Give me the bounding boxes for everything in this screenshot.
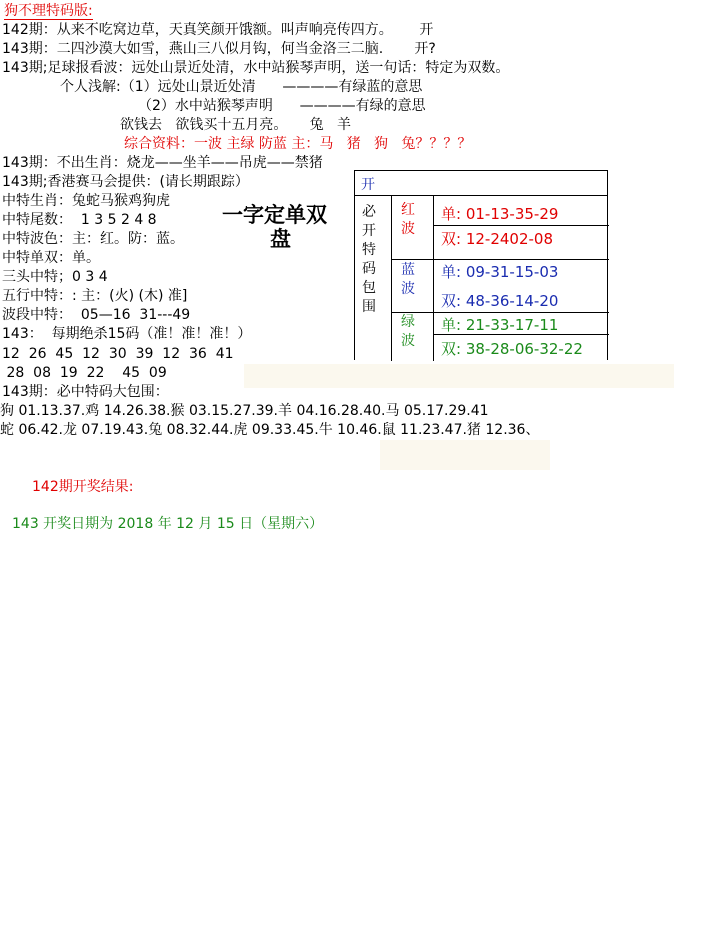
bundle-table	[354, 170, 608, 360]
vertical-char: 包	[362, 280, 376, 296]
kill-15-title: 143： 每期绝杀15码（准！准！准！）	[2, 326, 252, 342]
row-separator	[391, 312, 609, 313]
green-even-row	[441, 338, 583, 359]
wave-char: 波	[401, 221, 415, 237]
wave-char: 波	[401, 281, 415, 297]
row-label: 单:	[441, 316, 462, 334]
table-header	[355, 171, 607, 196]
result-142: 142期开奖结果:	[32, 479, 134, 495]
row-numbers: 21-33-17-11	[465, 316, 559, 334]
row-numbers: 09-31-15-03	[465, 263, 559, 281]
wave-label-blue	[399, 261, 417, 299]
line-interpretation-2: （2）水中站猴琴声明 ————有绿的意思	[138, 98, 426, 114]
line-143-hk-jockey: 143期;香港赛马会提供：(请长期跟踪）	[2, 174, 249, 190]
blue-odd-row	[441, 261, 558, 282]
wave-char: 波	[401, 333, 415, 349]
row-label: 单:	[441, 263, 462, 281]
special-five-elements: 五行中特：: 主：(火) (木) 准]	[2, 288, 188, 304]
row-separator	[433, 225, 609, 226]
vertical-char: 码	[362, 261, 376, 277]
row-label: 双:	[441, 340, 462, 358]
big-bundle-title: 143期：必中特码大包围：	[2, 384, 169, 400]
special-zodiac: 中特生肖：兔蛇马猴鸡狗虎	[2, 193, 170, 209]
row-label: 单:	[441, 205, 462, 223]
table-divider	[391, 195, 392, 361]
row-label: 双:	[441, 292, 462, 310]
row-separator	[391, 259, 609, 260]
wave-char: 绿	[401, 314, 415, 330]
line-summary: 综合资料：一波 主绿 防蓝 主：马 猪 狗 兔？？？？	[124, 136, 472, 152]
row-numbers: 38-28-06-32-22	[465, 340, 583, 358]
background-band	[244, 364, 674, 388]
wave-char: 红	[401, 202, 415, 218]
green-odd-row	[441, 314, 558, 335]
special-odd-even: 中特单双：单。	[2, 250, 100, 266]
big-bundle-row-2: 蛇 06.42.龙 07.19.43.兔 08.32.44.虎 09.33.45.牛 10.46.鼠 11.23.47.猪 12.36、	[0, 422, 540, 438]
red-odd-row	[441, 203, 558, 224]
row-numbers: 01-13-35-29	[465, 205, 559, 223]
vertical-label	[360, 203, 378, 317]
row-numbers: 48-36-14-20	[465, 292, 559, 310]
line-142-riddle: 142期：从来不吃窝边草，天真笑颜开饿额。叫声响亮传四方。 开	[2, 22, 434, 38]
wave-label-red	[399, 201, 417, 239]
wave-char: 蓝	[401, 262, 415, 278]
table-header-label: 开	[361, 177, 375, 193]
table-divider	[433, 195, 434, 361]
kill-15-row-2: 28 08 19 22 45 09	[2, 365, 167, 381]
line-143-riddle: 143期：二四沙漠大如雪，燕山三八似月钩，何当金洛三二脑. 开?	[2, 41, 436, 57]
row-numbers: 12-2402-08	[465, 230, 554, 248]
draw-date-143: 143 开奖日期为 2018 年 12 月 15 日（星期六）	[12, 516, 324, 532]
special-first-digit: 三头中特；0 3 4	[2, 269, 108, 285]
background-band	[380, 440, 550, 470]
kill-15-row-1: 12 26 45 12 30 39 12 36 41	[2, 346, 234, 362]
line-143-excluded-zodiac: 143期：不出生肖：烧龙——坐羊——吊虎——禁猪	[2, 155, 323, 171]
line-interpretation-1: 个人浅解:（1）远处山景近处清 ————有绿蓝的意思	[60, 79, 423, 95]
blue-even-row	[441, 290, 558, 311]
big-bundle-row-1: 狗 01.13.37.鸡 14.26.38.猴 03.15.27.39.羊 04.16.28.40.马 05.17.29.41	[0, 403, 489, 419]
special-wave-color: 中特波色：主：红。防：蓝。	[2, 231, 184, 247]
wave-label-green	[399, 313, 417, 351]
vertical-char: 必	[362, 204, 376, 220]
big-title-line-2: 盘	[270, 227, 291, 251]
line-interpretation-3: 欲钱去 欲钱买十五月亮。 兔 羊	[120, 117, 351, 133]
vertical-char: 开	[362, 223, 376, 239]
special-range: 波段中特： 05—16 31---49	[2, 307, 191, 323]
vertical-char: 围	[362, 299, 376, 315]
red-even-row	[441, 228, 553, 249]
vertical-char: 特	[362, 242, 376, 258]
row-label: 双:	[441, 230, 462, 248]
special-tail-numbers: 中特尾数： 1 3 5 2 4 8	[2, 212, 157, 228]
line-143-football: 143期;足球报看波：远处山景近处清，水中站猴琴声明，送一句话：特定为双数。	[2, 60, 510, 76]
page-title: 狗不理特码版:	[4, 3, 93, 19]
big-title-line-1: 一字定单双	[222, 203, 327, 227]
